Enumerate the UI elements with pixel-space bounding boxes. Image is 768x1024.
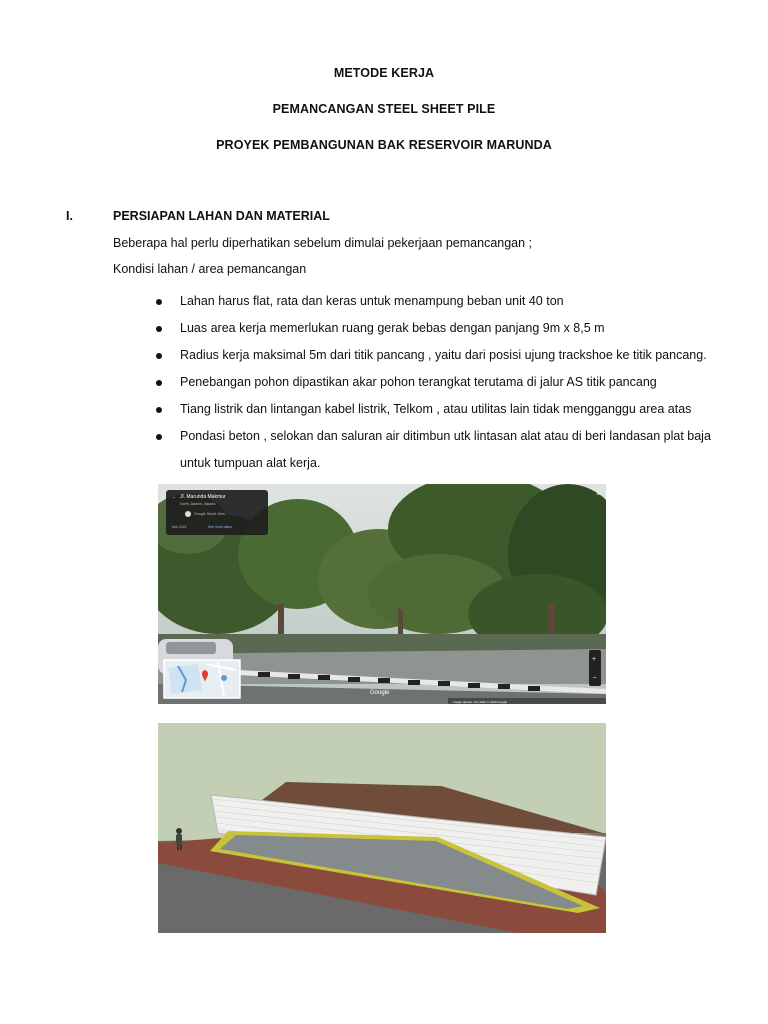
document-subtitle: PEMANCANGAN STEEL SHEET PILE	[272, 102, 496, 116]
bullet-icon	[156, 407, 162, 413]
section-title: PERSIAPAN LAHAN DAN MATERIAL	[113, 209, 330, 223]
intro-paragraph: Beberapa hal perlu diperhatikan sebelum dimulai pekerjaan pemancangan ;	[113, 236, 533, 250]
minimap[interactable]	[164, 660, 240, 698]
list-item	[152, 342, 742, 369]
list-item	[152, 288, 742, 315]
bullet-icon	[156, 434, 162, 440]
list-item	[152, 315, 742, 342]
google-logo: Google	[370, 690, 390, 696]
list-item-text: Lahan harus flat, rata dan keras untuk menampung beban unit 40 ton	[180, 294, 564, 308]
project-title: PROYEK PEMBANGUNAN BAK RESERVOIR MARUNDA	[216, 138, 552, 152]
location-title: Jl. Marunda Makmur	[180, 494, 226, 500]
bullet-icon	[156, 353, 162, 359]
list-item-text: Luas area kerja memerlukan ruang gerak bebas dengan panjang 9m x 8,5 m	[180, 321, 605, 335]
requirements-list	[152, 288, 742, 477]
bullet-icon	[156, 326, 162, 332]
zoom-controls[interactable]	[589, 650, 601, 686]
document-title: METODE KERJA	[333, 66, 435, 80]
back-arrow-icon: ←	[172, 494, 177, 500]
list-item-text: Tiang listrik dan lintangan kabel listrik, Telkom , atau utilitas lain tidak mengganggu area atas	[180, 402, 692, 416]
see-more-dates-link[interactable]: See more dates	[208, 525, 232, 529]
list-item-text: untuk tumpuan alat kerja.	[180, 456, 321, 470]
list-item-continuation	[152, 450, 742, 477]
bullet-icon	[156, 299, 162, 305]
street-view-photo	[158, 484, 606, 704]
list-item-text: Penebangan pohon dipastikan akar pohon terangkat terutama di jalur AS titik pancang	[180, 375, 657, 389]
image-credit: Image capture: Oct 2022 © 2023 Google	[453, 700, 508, 704]
zoom-in-icon: +	[592, 656, 597, 663]
streetview-logo-icon	[185, 511, 191, 517]
bullet-icon	[156, 380, 162, 386]
subheading: Kondisi lahan / area pemancangan	[113, 262, 307, 276]
list-item-text: Radius kerja maksimal 5m dari titik pancang , yaitu dari posisi ujung trackshoe ke titik pancang.	[180, 348, 707, 362]
section-number: I.	[66, 209, 73, 223]
zoom-out-icon: −	[592, 675, 597, 682]
source-label: Google Street View	[194, 512, 225, 516]
list-item	[152, 396, 742, 423]
close-icon[interactable]: ×	[596, 491, 601, 498]
location-panel	[166, 490, 268, 535]
list-item	[152, 369, 742, 396]
list-item-text: Pondasi beton , selokan dan saluran air ditimbun utk lintasan alat atau di beri landasan plat baja	[180, 429, 711, 443]
location-subtitle: North Jakarta, Jakarta	[180, 502, 216, 506]
list-item	[152, 423, 742, 450]
site-3d-model	[158, 723, 606, 933]
capture-date: Nov 2022	[172, 525, 187, 529]
